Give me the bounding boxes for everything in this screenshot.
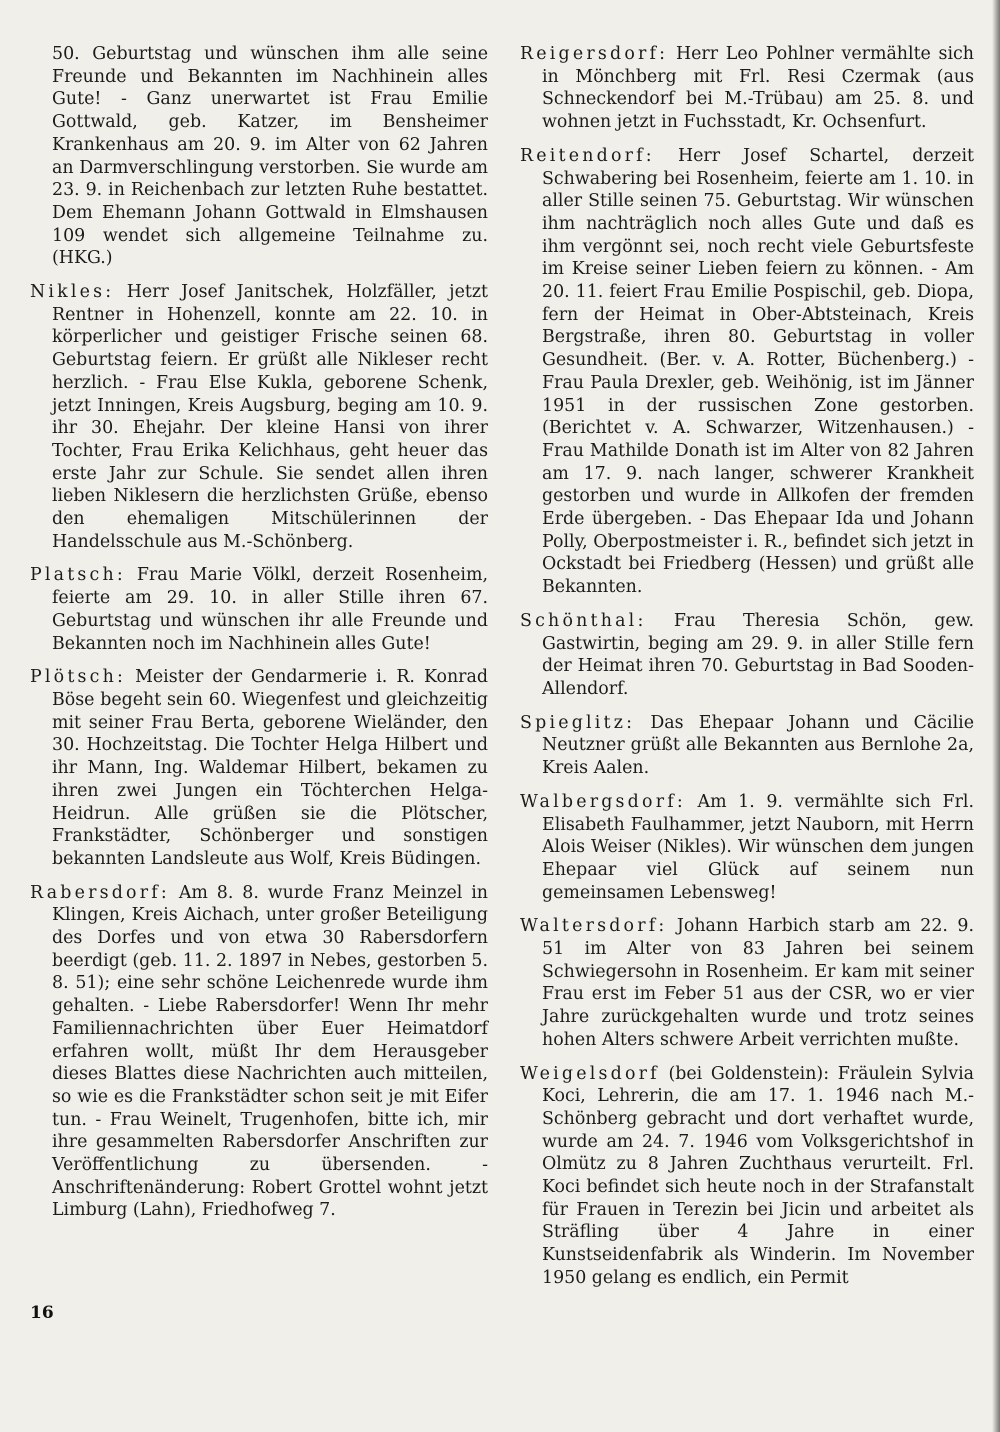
entry-text: Herr Josef Schartel, derzeit Schwabering bei Rosenheim, feierte am 1. 10. in aller Stille seinen 75. Geburtstag. Wir wünschen ihm nachträglich noch alles Gute und daß es ihm vergönnt sei, noch recht viele Geburtsfeste im Kreise seiner Lieben feiern zu können. - Am 20. 11. feiert Frau Emilie Pospischil, geb. Diopa, fern der Heimat in Ober-Abtsteinach, Kreis Bergstraße, ihren 80. Geburtstag in voller Gesundheit. (Ber. v. A. Rotter, Büchenberg.) - Frau Paula Drexler, geb. Weihönig, ist im Jänner 1951 in der russischen Zone gestorben. (Berichtet v. A. Schwarzer, Witzenhausen.) - Frau Mathilde Donath ist im Alter von 82 Jahren am 17. 9. nach langer, schwerer Krankheit gestorben und wurde in Allkofen der fremden Erde übergeben. - Das Ehepaar Ida und Johann Polly, Oberpostmeister i. R., befindet sich jetzt in Ockstadt bei Friedberg (Hessen) und grüßt alle Bekannten.	[542, 145, 974, 598]
entry-text: Frau Marie Völkl, derzeit Rosenheim, feierte am 29. 10. in aller Stille ihren 67. Geburtstag und wünschen ihr alle Freunde und Bekannten noch im Nachhinein alles Gute!	[52, 565, 488, 654]
entry-text: 50. Geburtstag und wünschen ihm alle seine Freunde und Bekannten im Nachhinein alles Gute! - Ganz unerwartet ist Frau Emilie Gottwald, geb. Katzer, im Bensheimer Krankenhaus am 20. 9. im Alter von 62 Jahren an Darmverschlingung verstorben. Sie wurde am 23. 9. in Reichenbach zur letzten Ruhe bestattet. Dem Ehemann Johann Gottwald in Elmshausen 109 wendet sich allgemeine Teilnahme zu. (HKG.)	[52, 44, 488, 269]
place-name: Reitendorf:	[520, 145, 655, 166]
entry-text: Am 8. 8. wurde Franz Meinzel in Klingen, Kreis Aichach, unter großer Beteiligung des Dorfes und von etwa 30 Rabersdorfern beerdigt (geb. 11. 2. 1897 in Nebes, gestorben 5. 8. 51); eine sehr schöne Leichenrede wurde ihm gehalten. - Liebe Rabersdorfer! Wenn Ihr mehr Familiennachrichten über Euer Heimatdorf erfahren wollt, müßt Ihr dem Herausgeber dieses Blattes diese Nachrichten auch mitteilen, so wie es die Frankstädter schon seit je mit Eifer tun. - Frau Weinelt, Trugenhofen, bitte ich, mir ihre gesammelten Rabersdorfer Anschriften zur Veröffentlichung zu übersenden. - Anschriftenänderung: Robert Grottel wohnt jetzt Limburg (Lahn), Friedhofweg 7.	[52, 882, 489, 1221]
page-number: 16	[30, 1303, 54, 1323]
news-entry	[30, 882, 488, 1223]
entry-text: Johann Harbich starb am 22. 9. 51 im Alter von 83 Jahren bei seinem Schwiegersohn in Rosenheim. Er kam mit seiner Frau erst im Feber 51 aus der CSR, wo er vier Jahre zurückgehalten wurde und trotz seines hohen Alters schwere Arbeit verrichten mußte.	[542, 916, 974, 1050]
entry-text: Meister der Gendarmerie i. R. Konrad Böse begeht sein 60. Wiegenfest und gleichzeitig mit seiner Frau Berta, geborene Wieländer, den 30. Hochzeitstag. Die Tochter Helga Hilbert und ihr Mann, Ing. Waldemar Hilbert, bekamen zu ihren zwei Jungen ein Töchterchen Helga-Heidrun. Alle grüßen sie die Plötscher, Frankstädter, Schönberger und sonstigen bekannten Landsleute aus Wolf, Kreis Büdingen.	[52, 667, 488, 869]
news-entry	[520, 1063, 974, 1290]
place-name: Platsch:	[30, 565, 126, 586]
place-name: Nikles:	[30, 282, 115, 303]
page-edge-shadow	[992, 0, 1000, 1432]
place-name: Reigersdorf:	[520, 44, 669, 64]
entry-text: Herr Josef Janitschek, Holzfäller, jetzt Rentner in Hohenzell, konnte am 22. 10. in körperlicher und geistiger Frische seinen 68. Geburtstag feiern. Er grüßt alle Nikleser recht herzlich. - Frau Else Kukla, geborene Schenk, jetzt Inningen, Kreis Augsburg, beging am 10. 9. ihr 30. Ehejahr. Der kleine Hansi von ihrer Tochter, Frau Erika Kelichhaus, geht heuer das erste Jahr zur Schule. Sie sendet allen ihren lieben Niklesern die herzlichsten Grüße, ebenso den ehemaligen Mitschülerinnen der Handelsschule aus M.-Schönberg.	[52, 282, 489, 552]
entry-text: Herr Leo Pohlner vermählte sich in Mönchberg mit Frl. Resi Czermak (aus Schneckendorf bei M.-Trübau) am 25. 8. und wohnen jetzt in Fuchsstadt, Kr. Ochsenfurt.	[542, 44, 974, 133]
entry-text: Frau Theresia Schön, gew. Gastwirtin, beging am 29. 9. in aller Stille fern der Heimat ihren 70. Geburtstag in Bad Sooden-Allendorf.	[542, 610, 974, 699]
place-name: Schönthal:	[520, 610, 647, 631]
news-entry	[30, 666, 488, 870]
news-entry	[520, 791, 974, 905]
news-entry	[30, 564, 488, 655]
news-entry	[520, 610, 974, 701]
entry-text: (bei Goldenstein): Fräulein Sylvia Koci, Lehrerin, die am 17. 1. 1946 nach M.-Schönberg gebracht und dort verhaftet wurde, wurde am 24. 7. 1946 vom Volksgerichtshof in Olmütz zu 8 Jahren Zuchthaus verurteilt. Frl. Koci befindet sich heute noch in der Strafanstalt für Frauen in Terezin bei Jicin und arbeitet als Sträfling über 4 Jahre in einer Kunstseidenfabrik als Winderin. Im November 1950 gelang es endlich, ein Permit	[542, 1063, 974, 1288]
entry-text: Das Ehepaar Johann und Cäcilie Neutzner grüßt alle Bekannten aus Bernlohe 2a, Kreis Aalen.	[542, 712, 974, 779]
place-name: Waltersdorf:	[520, 916, 668, 937]
news-entry	[30, 281, 488, 553]
news-entry	[520, 712, 974, 780]
news-entry	[520, 43, 974, 134]
left-column	[30, 43, 488, 1233]
right-column	[520, 43, 974, 1301]
news-entry	[520, 145, 974, 599]
news-entry	[520, 915, 974, 1051]
place-name: Weigelsdorf	[520, 1063, 660, 1084]
entry-text: Am 1. 9. vermählte sich Frl. Elisabeth Faulhammer, jetzt Nauborn, mit Herrn Alois Weiser (Nikles). Wir wünschen dem jungen Ehepaar viel Glück auf seinem nun gemeinsamen Lebensweg!	[542, 791, 974, 903]
place-name: Walbergsdorf:	[520, 791, 686, 812]
place-name: Spieglitz:	[520, 712, 636, 733]
place-name: Rabersdorf:	[30, 882, 170, 903]
news-entry	[30, 43, 488, 270]
place-name: Plötsch:	[30, 667, 127, 688]
